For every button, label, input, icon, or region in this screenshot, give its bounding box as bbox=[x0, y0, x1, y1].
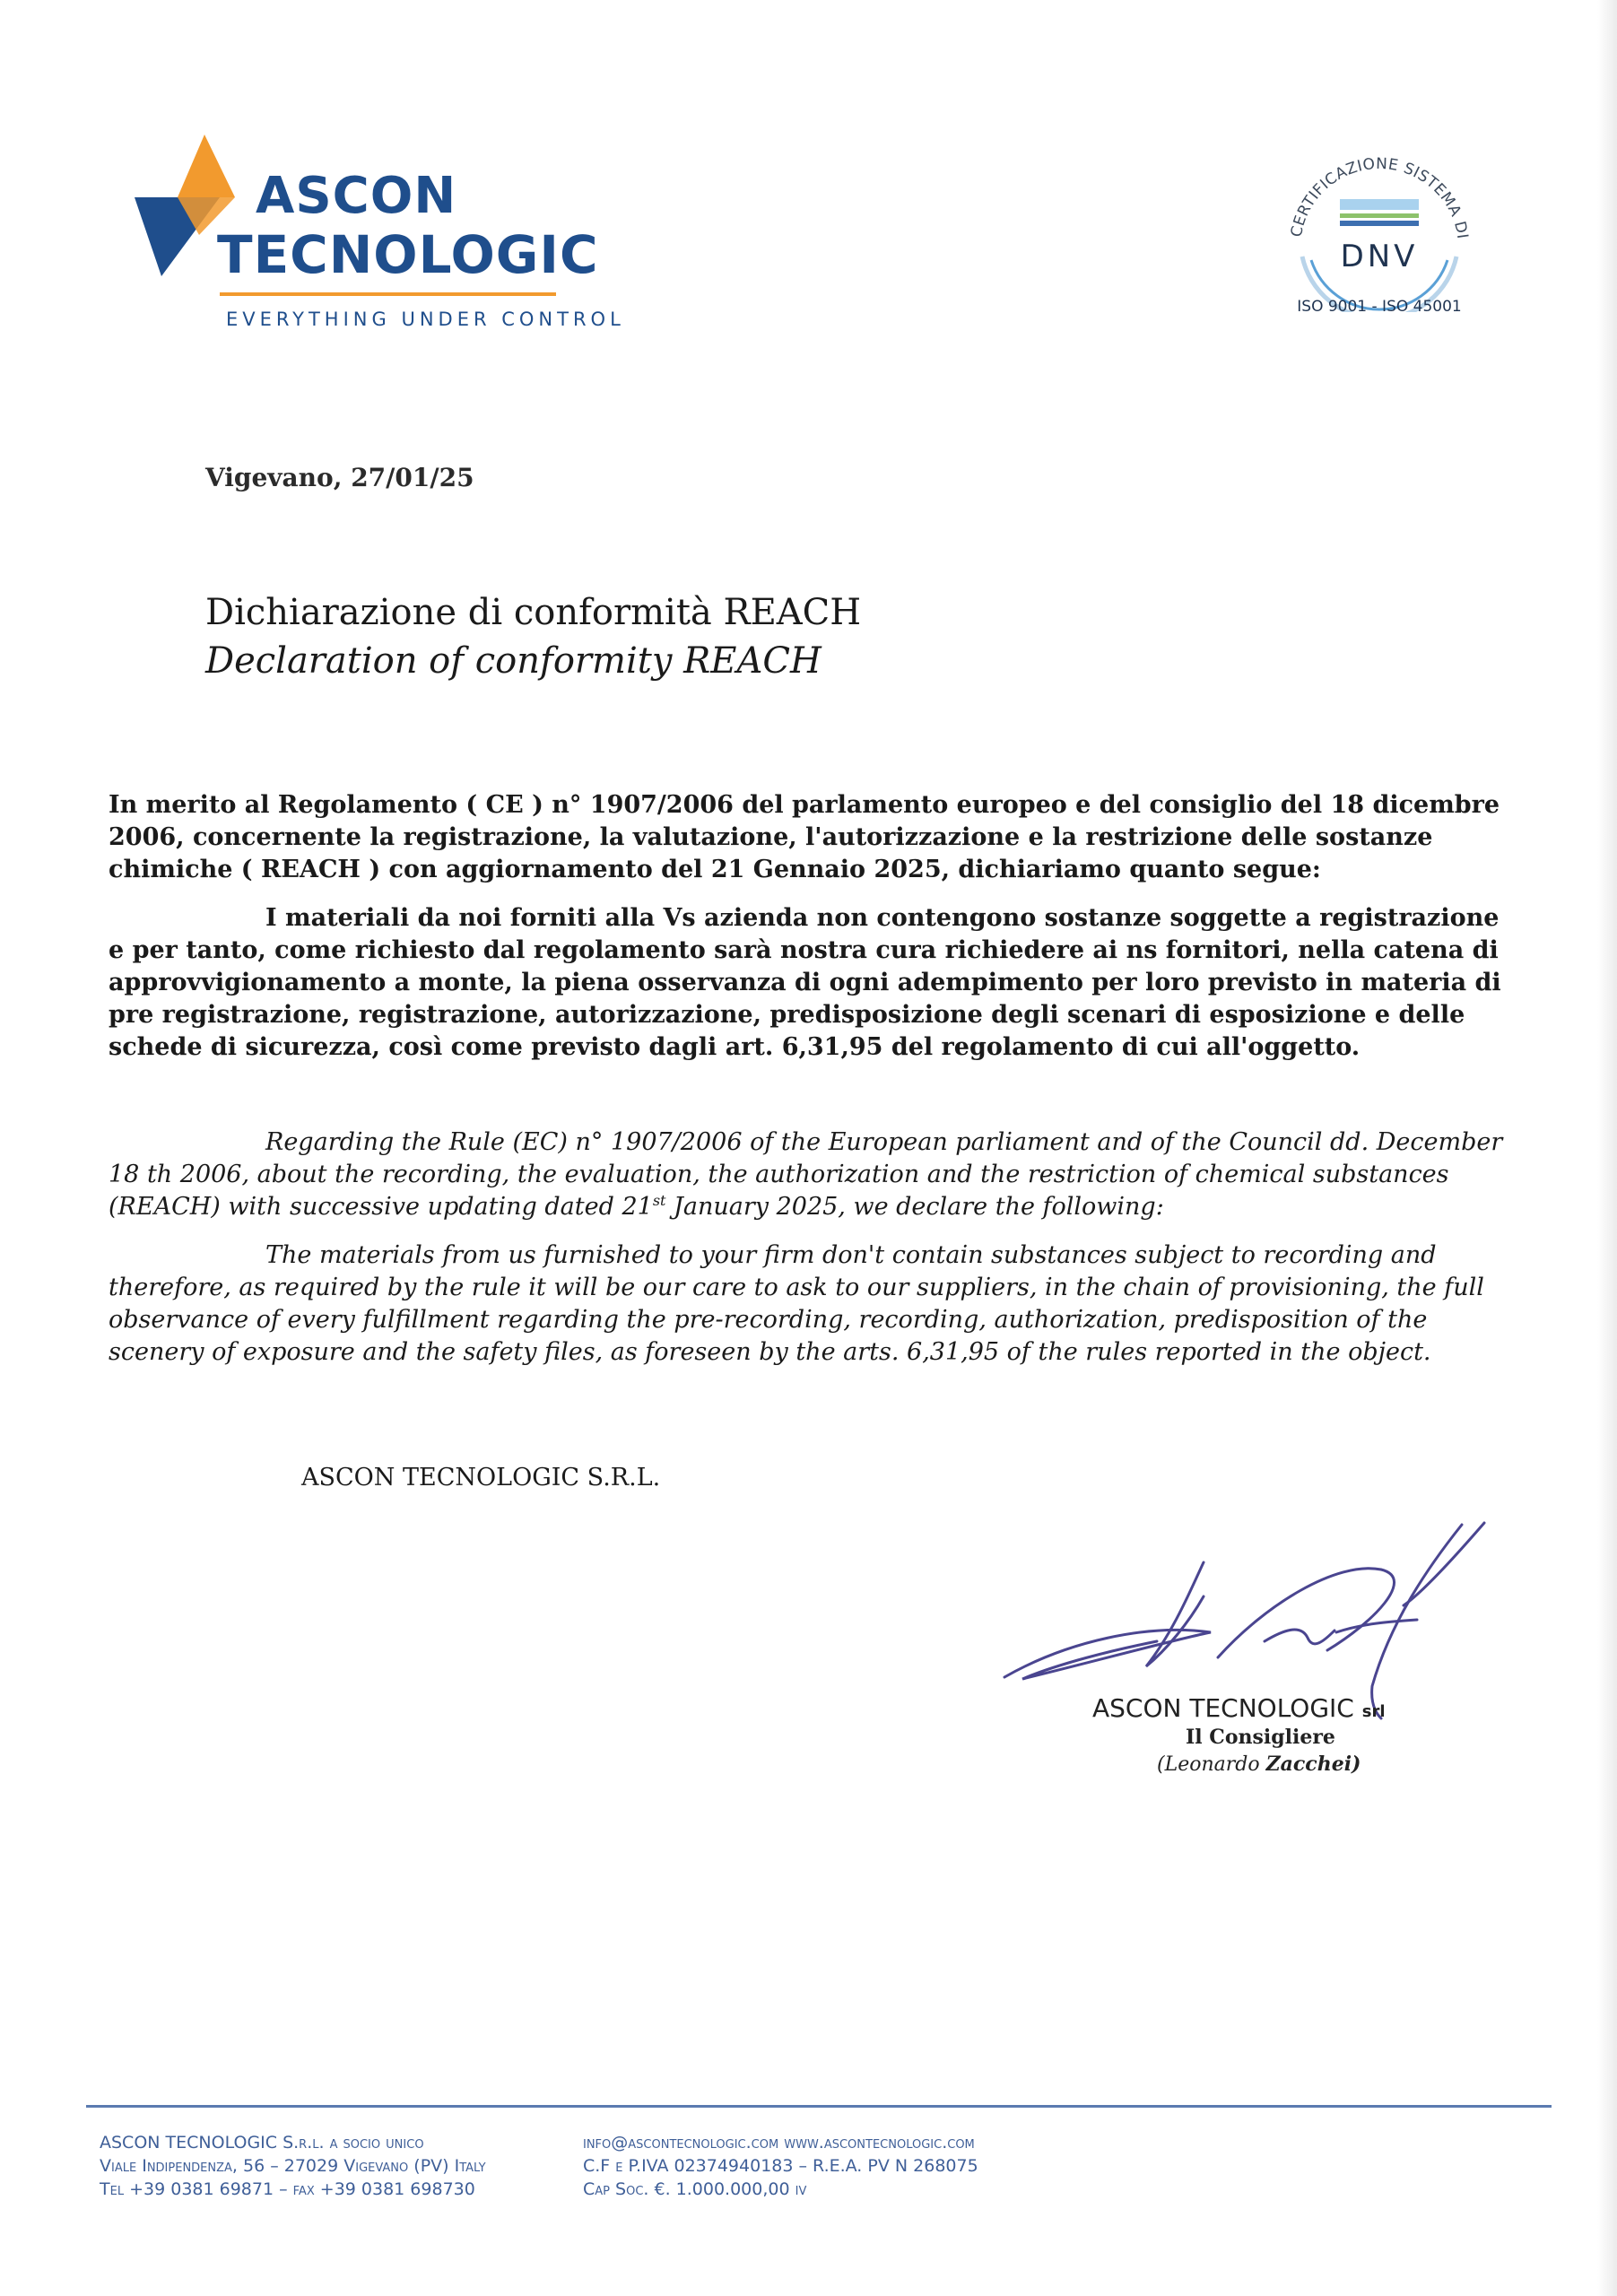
footer-line: Viale Indipendenza, 56 – 27029 Vigevano (PV) Italy bbox=[100, 2156, 486, 2176]
certification-arc-icon bbox=[1281, 133, 1478, 312]
title-italian: Dichiarazione di conformità REACH bbox=[205, 592, 862, 633]
stamp-person-first: (Leonardo bbox=[1157, 1753, 1266, 1776]
stamp-company-suffix: srl bbox=[1361, 1702, 1386, 1721]
logo-line2: TECNOLOGIC bbox=[217, 224, 599, 285]
company-logo bbox=[135, 135, 625, 341]
footer-line: ASCON TECNOLOGIC S.r.l. a socio unico bbox=[100, 2133, 424, 2152]
stamp-role: Il Consigliere bbox=[1186, 1726, 1335, 1749]
stamp-person bbox=[1157, 1752, 1361, 1776]
logo-line1: ASCON bbox=[256, 167, 457, 225]
stamp-company-name: ASCON TECNOLOGIC bbox=[1092, 1693, 1354, 1723]
paragraph-italian-declaration: I materiali da noi forniti alla Vs azienda non contengono sostanze soggette a registrazione e per tanto, come richiesto dal regolamento sarà nostra cura richiedere ai ns fornitori, nella catena di approvvigionamento a monte, la piena osservanza di ogni adempimento per loro previsto in materia di pre registrazione, registrazione, autorizzazione, predisposizione degli scenari di esposizione e delle schede di sicurezza, così come previsto dagli art. 6,31,95 del regolamento di cui all'oggetto. bbox=[109, 904, 1501, 1061]
footer-line: C.F e P.IVA 02374940183 – R.E.A. PV N 268075 bbox=[583, 2156, 978, 2176]
title-english: Declaration of conformity REACH bbox=[205, 640, 822, 682]
logo-underline bbox=[220, 292, 556, 296]
paragraph-english-intro bbox=[109, 1126, 1508, 1223]
english-intro-text: Regarding the Rule (EC) n° 1907/2006 of the European parliament and of the Council dd. December 18 th 2006, about the recording, the evaluation, the authorization and the restriction of chemical substances (REACH) with successive updating dated 21 bbox=[109, 1128, 1503, 1221]
footer-line: Cap Soc. €. 1.000.000,00 iv bbox=[583, 2179, 807, 2199]
page-edge-shadow bbox=[1597, 0, 1617, 2296]
stamp-company bbox=[1092, 1693, 1386, 1723]
footer-address bbox=[100, 2131, 486, 2201]
closing-company-name: ASCON TECNOLOGIC S.R.L. bbox=[301, 1464, 661, 1492]
footer-registration bbox=[583, 2131, 978, 2201]
stamp-person-last: Zacchei) bbox=[1265, 1752, 1361, 1776]
english-intro-text-end: January 2025, we declare the following: bbox=[665, 1193, 1164, 1221]
footer-divider bbox=[86, 2105, 1552, 2108]
dnv-certification-seal bbox=[1281, 133, 1478, 321]
seal-brand: DNV bbox=[1340, 239, 1419, 274]
paragraph-italian-intro: In merito al Regolamento ( CE ) n° 1907/2006 del parlamento europeo e del consiglio del 18 dicembre 2006, concernente la registrazione, la valutazione, l'autorizzazione e la restrizione delle sostanze chimiche ( REACH ) con aggiornamento del 21 Gennaio 2025, dichiariamo quanto segue: bbox=[109, 791, 1500, 883]
footer-line: Tel +39 0381 69871 – fax +39 0381 698730 bbox=[100, 2179, 475, 2199]
seal-standards: ISO 9001 - ISO 45001 bbox=[1297, 298, 1462, 316]
ordinal-suffix: st bbox=[652, 1192, 666, 1209]
paragraph-english-declaration: The materials from us furnished to your firm don't contain substances subject to recording and therefore, as required by the rule it will be our care to ask to our suppliers, in the chain of provisioning, the full observance of every fulfillment regarding the pre-recording, recording, authorization, predisposition of the scenery of exposure and the safety files, as foreseen by the arts. 6,31,95 of the rules reported in the object. bbox=[109, 1241, 1484, 1366]
footer-line: info@ascontecnologic.com www.ascontecnologic.com bbox=[583, 2133, 975, 2152]
svg-text:CERTIFICAZIONE SISTEMA DI GEST bbox=[1281, 133, 1472, 245]
document-date: Vigevano, 27/01/25 bbox=[205, 463, 474, 492]
seal-arc-text: CERTIFICAZIONE SISTEMA DI bbox=[1287, 154, 1472, 240]
logo-tagline: EVERYTHING UNDER CONTROL bbox=[226, 309, 625, 330]
